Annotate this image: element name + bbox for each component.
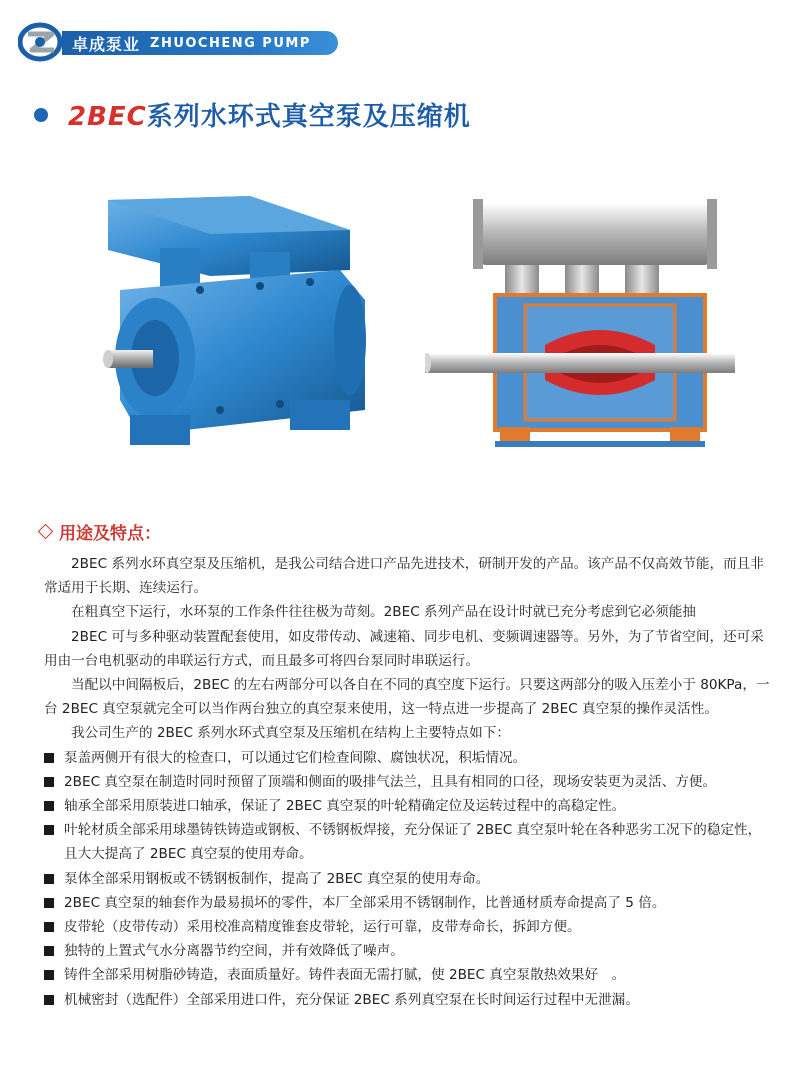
paragraph: 在粗真空下运行，水环泵的工作条件往往极为苛刻。2BEC 系列产品在设计时就已充分考虑到它必须能抽 [71,604,696,621]
title-model: 2BEC [68,102,147,132]
title-bullet-icon [34,108,48,122]
feature-list-item: 机械密封（选配件）全部采用进口件，充分保证 2BEC 系列真空泵在长时间运行过程中无泄漏。 [44,988,774,1012]
section-heading [40,519,161,544]
feature-list-item: 2BEC 真空泵的轴套作为最易损坏的零件，本厂全部采用不锈钢制作，比普通材质寿命提高了 5 倍。 [44,891,774,915]
feature-list-item: 2BEC 真空泵在制造时同时预留了顶端和侧面的吸排气法兰，且具有相同的口径，现场安装更为灵活、方便。 [44,770,774,794]
square-bullet-icon [44,801,54,811]
logo-emblem-icon [18,22,64,62]
feature-list-item: 轴承全部采用原装进口轴承，保证了 2BEC 真空泵的叶轮精确定位及运转过程中的高稳定性。 [44,794,774,818]
square-bullet-icon [44,825,54,835]
feature-list-item: 皮带轮（皮带传动）采用校准高精度锥套皮带轮，运行可靠，皮带寿命长，拆卸方便。 [44,915,774,939]
square-bullet-icon [44,970,54,980]
page-title [34,96,471,133]
paragraph: 我公司生产的 2BEC 系列水环式真空泵及压缩机在结构上主要特点如下： [71,725,510,742]
pump-cutaway-diagram [425,195,735,450]
brand-name-cn: 卓成泵业 [72,34,141,54]
logo-banner [62,31,338,55]
paragraph: 当配以中间隔板后，2BEC 的左右两部分可以各自在不同的真空度下运行。只要这两部分的吸入压差小于 80KPa，一台 2BEC 真空泵就完全可以当作两台独立的真空泵来使用，这一特点进一步提高了 2BEC 真空泵的操作灵活性。 [44,677,770,718]
title-text: 系列水环式真空泵及压缩机 [146,102,471,132]
square-bullet-icon [44,946,54,956]
diamond-icon [38,524,54,540]
feature-list-item: 泵体全部采用钢板或不锈钢板制作，提高了 2BEC 真空泵的使用寿命。 [44,867,774,891]
brand-name-en: ZHUOCHENG PUMP [150,35,311,51]
square-bullet-icon [44,777,54,787]
section-heading-text: 用途及特点： [59,524,161,544]
description-body [44,552,774,1012]
square-bullet-icon [44,922,54,932]
paragraph: 2BEC 系列水环真空泵及压缩机，是我公司结合进口产品先进技术，研制开发的产品。该产品不仅高效节能，而且非常适用于长期、连续运行。 [44,556,764,597]
feature-list-item: 铸件全部采用树脂砂铸造，表面质量好。铸件表面无需打腻，使 2BEC 真空泵散热效果好 。 [44,963,774,987]
feature-list-item: 独特的上置式气水分离器节约空间，并有效降低了噪声。 [44,939,774,963]
square-bullet-icon [44,995,54,1005]
feature-list-item: 叶轮材质全部采用球墨铸铁铸造或钢板、不锈钢板焊接，充分保证了 2BEC 真空泵叶轮在各种恶劣工况下的稳定性，且大大提高了 2BEC 真空泵的使用寿命。 [44,818,774,866]
square-bullet-icon [44,874,54,884]
paragraph: 2BEC 可与多种驱动装置配套使用，如皮带传动、减速箱、同步电机、变频调速器等。另外，为了节省空间，还可采用由一台电机驱动的串联运行方式，而且最多可将四台泵同时串联运行。 [44,628,764,669]
feature-list-item: 泵盖两侧开有很大的检查口，可以通过它们检查间隙、腐蚀状况，积垢情况。 [44,746,774,770]
company-logo [18,22,311,62]
square-bullet-icon [44,898,54,908]
square-bullet-icon [44,753,54,763]
pump-photo [100,190,380,455]
